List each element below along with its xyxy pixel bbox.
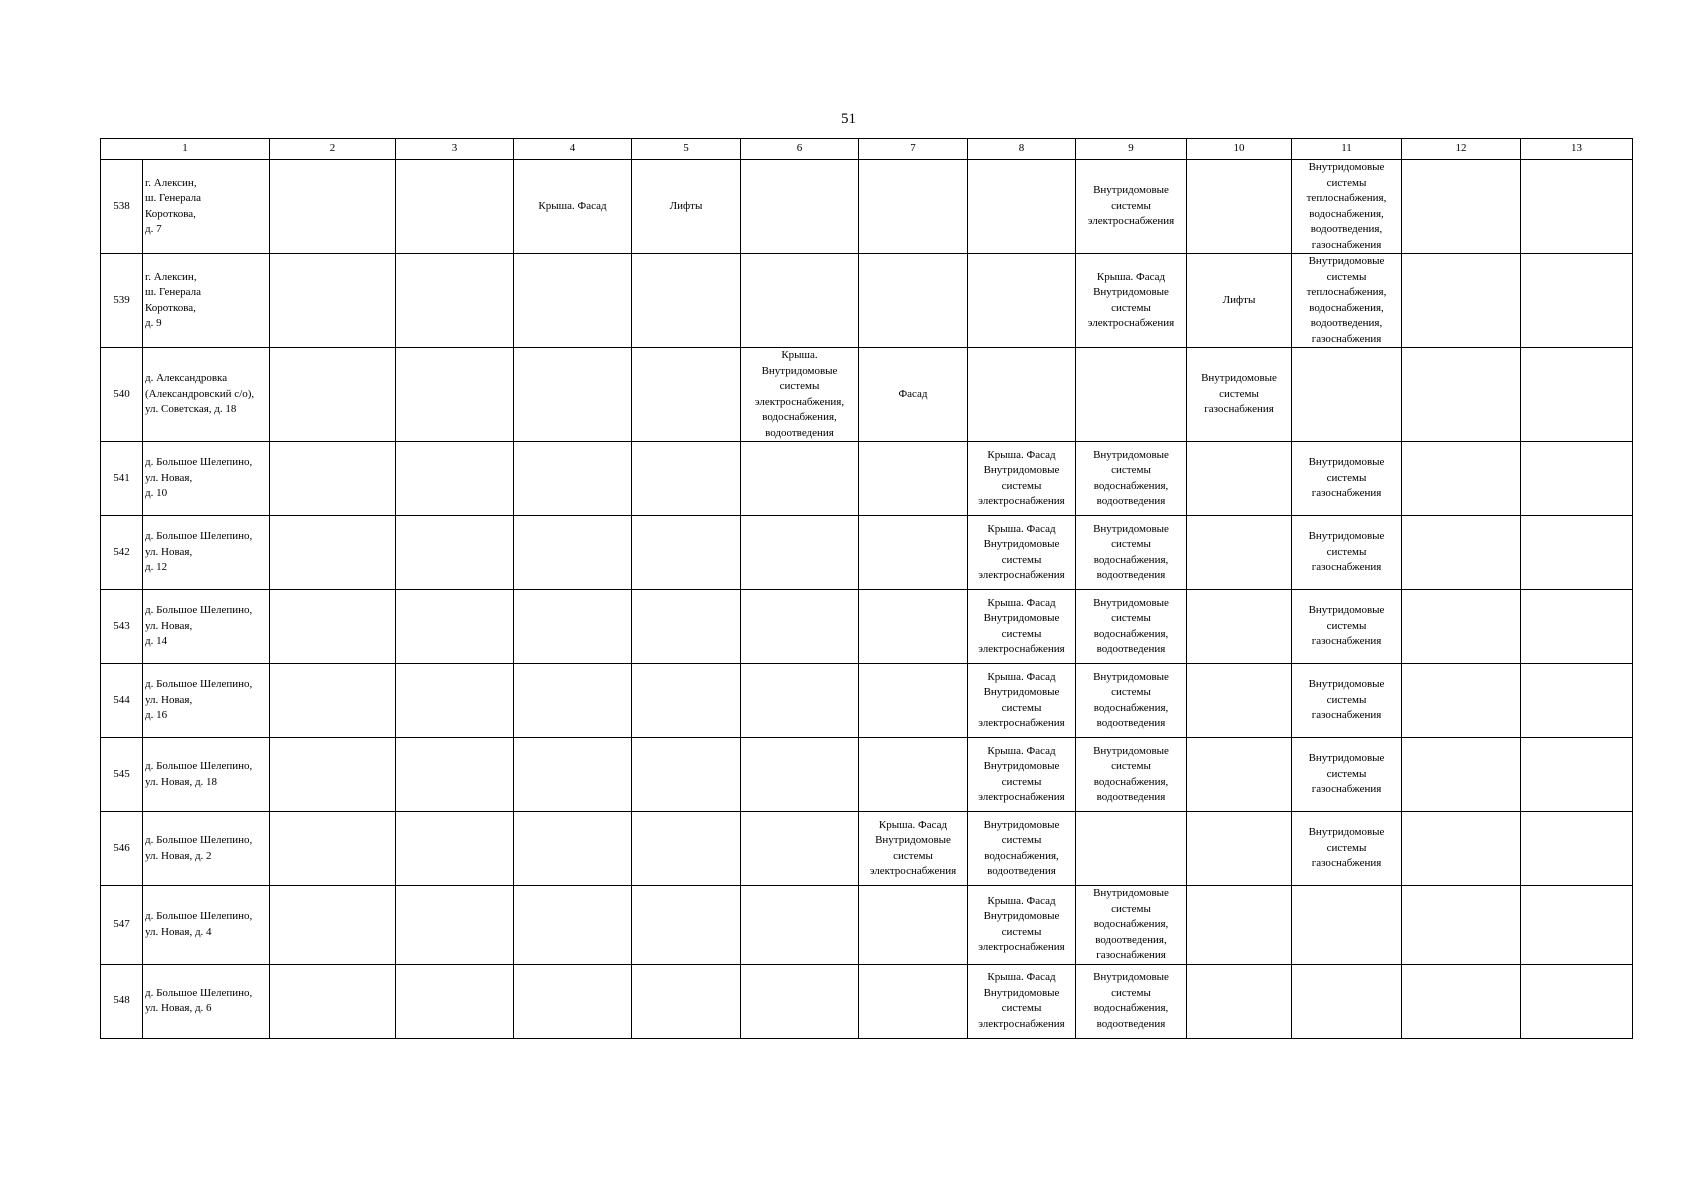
table-cell: Внутридомовые системы водоснабжения, водоотведения [968, 812, 1076, 886]
row-number: 544 [101, 664, 143, 738]
table-cell [859, 664, 968, 738]
table-cell [396, 516, 514, 590]
table-cell [1187, 590, 1292, 664]
table-row [101, 664, 1633, 738]
column-header: 11 [1292, 139, 1402, 160]
table-cell [1187, 516, 1292, 590]
table-cell [741, 254, 859, 348]
table-cell [514, 442, 632, 516]
table-cell [396, 590, 514, 664]
table-cell: Крыша. Фасад Внутридомовые системы электроснабжения [968, 516, 1076, 590]
table-cell [1402, 664, 1521, 738]
table-cell: Внутридомовые системы газоснабжения [1187, 348, 1292, 442]
table-cell [396, 964, 514, 1038]
table-cell [270, 886, 396, 965]
table-cell [741, 886, 859, 965]
table-cell: Внутридомовые системы газоснабжения [1292, 812, 1402, 886]
column-header: 13 [1521, 139, 1633, 160]
table-cell [1292, 964, 1402, 1038]
table-cell: Крыша. Фасад Внутридомовые системы электроснабжения [968, 590, 1076, 664]
table-cell [741, 590, 859, 664]
table-cell [1292, 886, 1402, 965]
table-row [101, 590, 1633, 664]
table-cell [270, 964, 396, 1038]
table-cell [859, 738, 968, 812]
table-row [101, 886, 1633, 965]
table-cell [1402, 964, 1521, 1038]
data-table [100, 138, 1633, 1039]
table-cell [632, 812, 741, 886]
table-cell [1292, 348, 1402, 442]
table-cell: Крыша. Фасад Внутридомовые системы электроснабжения [859, 812, 968, 886]
table-cell: Внутридомовые системы водоснабжения, водоотведения [1076, 590, 1187, 664]
column-header: 9 [1076, 139, 1187, 160]
table-cell [1187, 738, 1292, 812]
table-cell [396, 160, 514, 254]
table-cell [270, 738, 396, 812]
row-number: 546 [101, 812, 143, 886]
table-row [101, 442, 1633, 516]
address-cell: д. Большое Шелепино, ул. Новая, д. 12 [143, 516, 270, 590]
table-cell [396, 738, 514, 812]
table-cell [270, 812, 396, 886]
table-cell [1521, 516, 1633, 590]
table-cell [741, 160, 859, 254]
table-cell: Крыша. Фасад Внутридомовые системы электроснабжения [968, 738, 1076, 812]
table-cell [741, 738, 859, 812]
table-cell: Крыша. Фасад Внутридомовые системы электроснабжения [968, 886, 1076, 965]
table-row [101, 348, 1633, 442]
table-row [101, 254, 1633, 348]
table-cell [859, 442, 968, 516]
table-cell [1521, 442, 1633, 516]
column-header: 1 [101, 139, 270, 160]
row-number: 539 [101, 254, 143, 348]
table-cell [741, 442, 859, 516]
address-cell: д. Большое Шелепино, ул. Новая, д. 2 [143, 812, 270, 886]
table-cell [514, 886, 632, 965]
table-cell [632, 738, 741, 812]
table-cell [632, 886, 741, 965]
address-cell: д. Александровка (Александровский с/о), ул. Советская, д. 18 [143, 348, 270, 442]
row-number: 538 [101, 160, 143, 254]
table-row [101, 516, 1633, 590]
table-cell [270, 664, 396, 738]
table-cell [632, 254, 741, 348]
table-cell [632, 590, 741, 664]
table-cell [1187, 964, 1292, 1038]
table-cell [632, 664, 741, 738]
table-cell [1076, 348, 1187, 442]
column-header: 4 [514, 139, 632, 160]
column-header: 8 [968, 139, 1076, 160]
table-cell [396, 254, 514, 348]
table-cell: Крыша. Фасад Внутридомовые системы электроснабжения [1076, 254, 1187, 348]
table-row [101, 160, 1633, 254]
row-number: 543 [101, 590, 143, 664]
table-cell [1402, 516, 1521, 590]
table-cell [859, 886, 968, 965]
table-cell [859, 160, 968, 254]
table-cell [1402, 348, 1521, 442]
table-cell [632, 964, 741, 1038]
table-cell [741, 812, 859, 886]
table-cell [1187, 812, 1292, 886]
table-cell [514, 812, 632, 886]
column-header: 5 [632, 139, 741, 160]
table-cell: Внутридомовые системы водоснабжения, водоотведения [1076, 442, 1187, 516]
table-cell [1521, 886, 1633, 965]
row-number: 541 [101, 442, 143, 516]
table-cell [859, 254, 968, 348]
table-row [101, 738, 1633, 812]
table-cell [396, 442, 514, 516]
table-cell: Крыша. Фасад Внутридомовые системы электроснабжения [968, 964, 1076, 1038]
table-cell: Лифты [632, 160, 741, 254]
table-cell [514, 516, 632, 590]
table-cell [514, 254, 632, 348]
table-cell [1187, 886, 1292, 965]
table-cell [1521, 664, 1633, 738]
table-cell [514, 738, 632, 812]
table-cell [1402, 160, 1521, 254]
table-cell: Крыша. Фасад Внутридомовые системы электроснабжения [968, 442, 1076, 516]
table-cell [1187, 160, 1292, 254]
table-cell [1402, 442, 1521, 516]
table-cell: Внутридомовые системы водоснабжения, водоотведения [1076, 964, 1187, 1038]
address-cell: д. Большое Шелепино, ул. Новая, д. 16 [143, 664, 270, 738]
table-cell [632, 442, 741, 516]
table-cell: Внутридомовые системы теплоснабжения, водоснабжения, водоотведения, газоснабжения [1292, 160, 1402, 254]
table-cell: Крыша. Фасад [514, 160, 632, 254]
table-row [101, 964, 1633, 1038]
table-cell [1187, 664, 1292, 738]
table-row [101, 812, 1633, 886]
table-cell [1521, 964, 1633, 1038]
table-cell [514, 664, 632, 738]
table-cell [741, 516, 859, 590]
table-cell: Внутридомовые системы газоснабжения [1292, 664, 1402, 738]
row-number: 540 [101, 348, 143, 442]
table-cell [270, 348, 396, 442]
table-cell: Внутридомовые системы газоснабжения [1292, 590, 1402, 664]
table-cell [1076, 812, 1187, 886]
table-cell [514, 590, 632, 664]
page-number: 51 [841, 111, 856, 127]
table-cell [1521, 348, 1633, 442]
table-cell [514, 348, 632, 442]
table-cell [1521, 590, 1633, 664]
row-number: 545 [101, 738, 143, 812]
row-number: 542 [101, 516, 143, 590]
address-cell: д. Большое Шелепино, ул. Новая, д. 14 [143, 590, 270, 664]
table-cell [968, 254, 1076, 348]
table-cell [1402, 812, 1521, 886]
table-cell [396, 348, 514, 442]
table-cell [270, 442, 396, 516]
column-header: 7 [859, 139, 968, 160]
table-cell [396, 812, 514, 886]
table-cell [514, 964, 632, 1038]
table-cell: Внутридомовые системы газоснабжения [1292, 738, 1402, 812]
table-cell [968, 348, 1076, 442]
table-cell [632, 348, 741, 442]
table-cell: Внутридомовые системы газоснабжения [1292, 442, 1402, 516]
table-cell [270, 590, 396, 664]
column-header: 10 [1187, 139, 1292, 160]
table-cell [396, 886, 514, 965]
table-cell: Внутридомовые системы водоснабжения, водоотведения [1076, 516, 1187, 590]
column-header: 2 [270, 139, 396, 160]
table-cell [1521, 812, 1633, 886]
address-cell: д. Большое Шелепино, ул. Новая, д. 6 [143, 964, 270, 1038]
table-cell [1521, 738, 1633, 812]
row-number: 547 [101, 886, 143, 965]
table-cell: Крыша. Внутридомовые системы электроснабжения, водоснабжения, водоотведения [741, 348, 859, 442]
table-cell: Внутридомовые системы теплоснабжения, водоснабжения, водоотведения, газоснабжения [1292, 254, 1402, 348]
table-cell [270, 516, 396, 590]
table-cell [270, 254, 396, 348]
address-cell: д. Большое Шелепино, ул. Новая, д. 4 [143, 886, 270, 965]
table-cell: Внутридомовые системы газоснабжения [1292, 516, 1402, 590]
address-cell: д. Большое Шелепино, ул. Новая, д. 18 [143, 738, 270, 812]
table-cell [741, 964, 859, 1038]
table-cell [968, 160, 1076, 254]
table-cell [741, 664, 859, 738]
table-cell: Лифты [1187, 254, 1292, 348]
table-cell: Внутридомовые системы водоснабжения, водоотведения [1076, 664, 1187, 738]
table-cell [1402, 254, 1521, 348]
table-cell: Внутридомовые системы электроснабжения [1076, 160, 1187, 254]
table-cell [270, 160, 396, 254]
table-cell [632, 516, 741, 590]
table-cell: Фасад [859, 348, 968, 442]
table-cell [1402, 590, 1521, 664]
table-cell: Внутридомовые системы водоснабжения, водоотведения, газоснабжения [1076, 886, 1187, 965]
table-cell [859, 516, 968, 590]
address-cell: г. Алексин, ш. Генерала Короткова, д. 9 [143, 254, 270, 348]
address-cell: г. Алексин, ш. Генерала Короткова, д. 7 [143, 160, 270, 254]
table-cell [1187, 442, 1292, 516]
table-cell [1402, 886, 1521, 965]
table-cell [396, 664, 514, 738]
table-cell [1521, 160, 1633, 254]
column-header: 12 [1402, 139, 1521, 160]
table-cell [1521, 254, 1633, 348]
table-cell [859, 590, 968, 664]
table-cell: Внутридомовые системы водоснабжения, водоотведения [1076, 738, 1187, 812]
header-row [101, 139, 1633, 160]
row-number: 548 [101, 964, 143, 1038]
column-header: 3 [396, 139, 514, 160]
table-cell: Крыша. Фасад Внутридомовые системы электроснабжения [968, 664, 1076, 738]
table-cell [859, 964, 968, 1038]
address-cell: д. Большое Шелепино, ул. Новая, д. 10 [143, 442, 270, 516]
column-header: 6 [741, 139, 859, 160]
table-cell [1402, 738, 1521, 812]
